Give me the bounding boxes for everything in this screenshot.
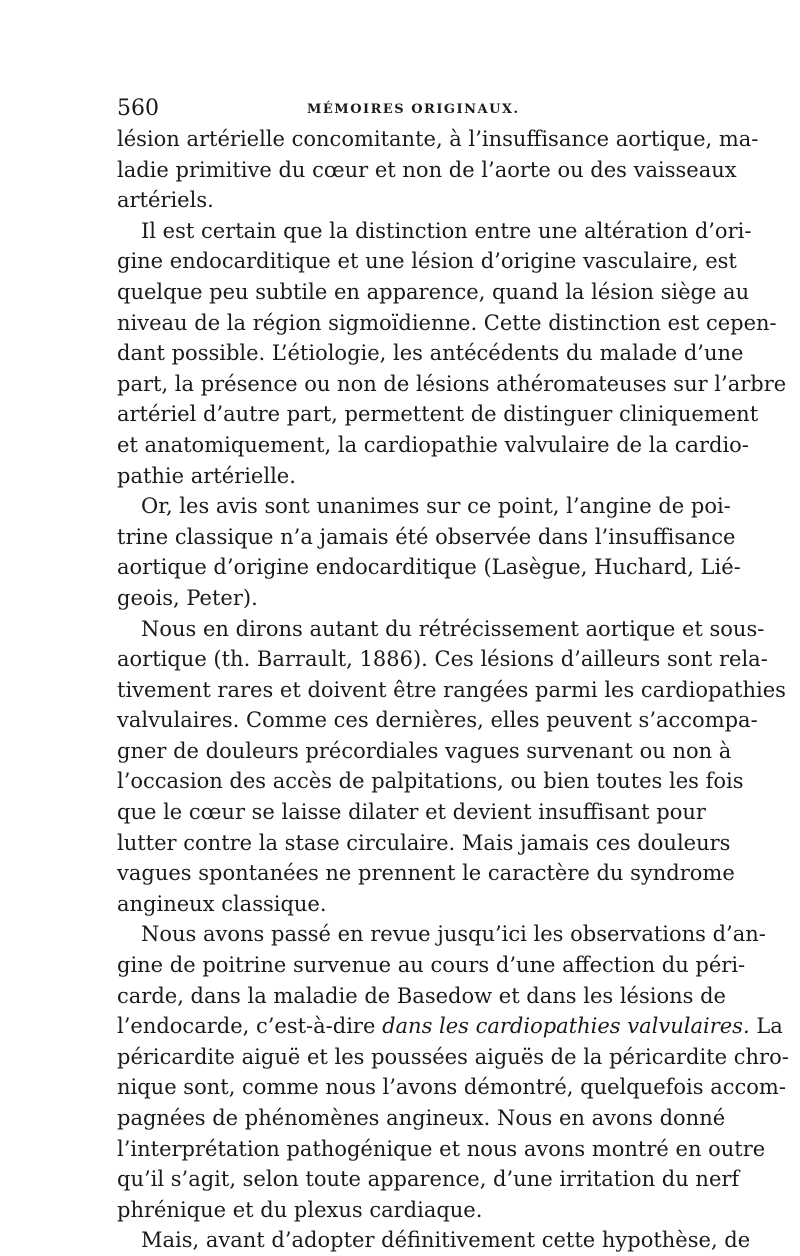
text-line: angineux classique. (117, 891, 327, 916)
text-line: artériel d’autre part, permettent de distinguer cliniquement (117, 402, 759, 427)
text-line-mixed (117, 1011, 783, 1042)
text-line: valvulaires. Comme ces dernières, elles peuvent s’accompa- (117, 708, 758, 733)
text-line: geois, Peter). (117, 585, 258, 610)
text-line: pathie artérielle. (117, 463, 296, 488)
text-line: que le cœur se laisse dilater et devient insuffisant pour (117, 800, 706, 825)
text-line: gine de poitrine survenue au cours d’une affection du péri- (117, 953, 746, 978)
text-line: trine classique n’a jamais été observée dans l’insuffisance (117, 524, 736, 549)
text-line: et anatomiquement, la cardiopathie valvulaire de la cardio- (117, 432, 749, 457)
text-line: dant possible. L’étiologie, les antécédents du malade d’une (117, 341, 744, 366)
text-line: vagues spontanées ne prennent le caractère du syndrome (117, 861, 735, 886)
text-line: niveau de la région sigmoïdienne. Cette distinction est cepen- (117, 310, 777, 335)
text-line: lésion artérielle concomitante, à l’insuffisance aortique, ma- (117, 127, 759, 151)
text-line: lutter contre la stase circulaire. Mais jamais ces douleurs (117, 830, 731, 855)
running-head: MÉMOIRES ORIGINAUX. (307, 102, 520, 117)
text-line: phrénique et du plexus cardiaque. (117, 1197, 483, 1222)
text-line: Il est certain que la distinction entre une altération d’ori- (141, 218, 752, 243)
text-line: Nous en dirons autant du rétrécissement aortique et sous- (141, 616, 765, 641)
page-number: 560 (117, 96, 159, 121)
text-line: qu’il s’agit, selon toute apparence, d’une irritation du nerf (117, 1167, 740, 1192)
italic-phrase: dans les cardiopathies valvulaires. (382, 1014, 750, 1039)
text-line: Nous avons passé en revue jusqu’ici les observations d’an- (141, 922, 766, 947)
text-line: part, la présence ou non de lésions athéromateuses sur l’arbre (117, 371, 787, 396)
text-line: Or, les avis sont unanimes sur ce point, l’angine de poi- (141, 494, 731, 519)
text-segment: l’endocarde, c’est-à-dire (117, 1014, 376, 1039)
text-line: pagnées de phénomènes angineux. Nous en avons donné (117, 1106, 726, 1130)
text-line: l’occasion des accès de palpitations, ou bien toutes les fois (117, 769, 744, 794)
text-line: gner de douleurs précordiales vagues survenant ou non à (117, 738, 732, 763)
text-line: ladie primitive du cœur et non de l’aorte ou des vaisseaux (117, 157, 737, 182)
text-line: Mais, avant d’adopter définitivement cette hypothèse, de (141, 1228, 751, 1253)
text-line: nique sont, comme nous l’avons démontré, quelquefois accom- (117, 1075, 786, 1100)
text-line: tivement rares et doivent être rangées parmi les cardiopathies (117, 677, 786, 702)
text-line: gine endocarditique et une lésion d’origine vasculaire, est (117, 249, 737, 274)
text-line: artériels. (117, 188, 214, 213)
text-line: carde, dans la maladie de Basedow et dans les lésions de (117, 983, 726, 1008)
text-line: l’interprétation pathogénique et nous avons montré en outre (117, 1136, 766, 1161)
text-line: péricardite aiguë et les poussées aiguës de la péricardite chro- (117, 1044, 789, 1069)
body-text (117, 124, 789, 1256)
text-line: quelque peu subtile en apparence, quand la lésion siège au (117, 279, 750, 304)
text-line: aortique (th. Barrault, 1886). Ces lésions d’ailleurs sont rela- (117, 647, 768, 672)
page-header (117, 94, 697, 124)
text-segment: La (756, 1014, 783, 1039)
text-line: aortique d’origine endocarditique (Lasègue, Huchard, Lié- (117, 555, 741, 580)
